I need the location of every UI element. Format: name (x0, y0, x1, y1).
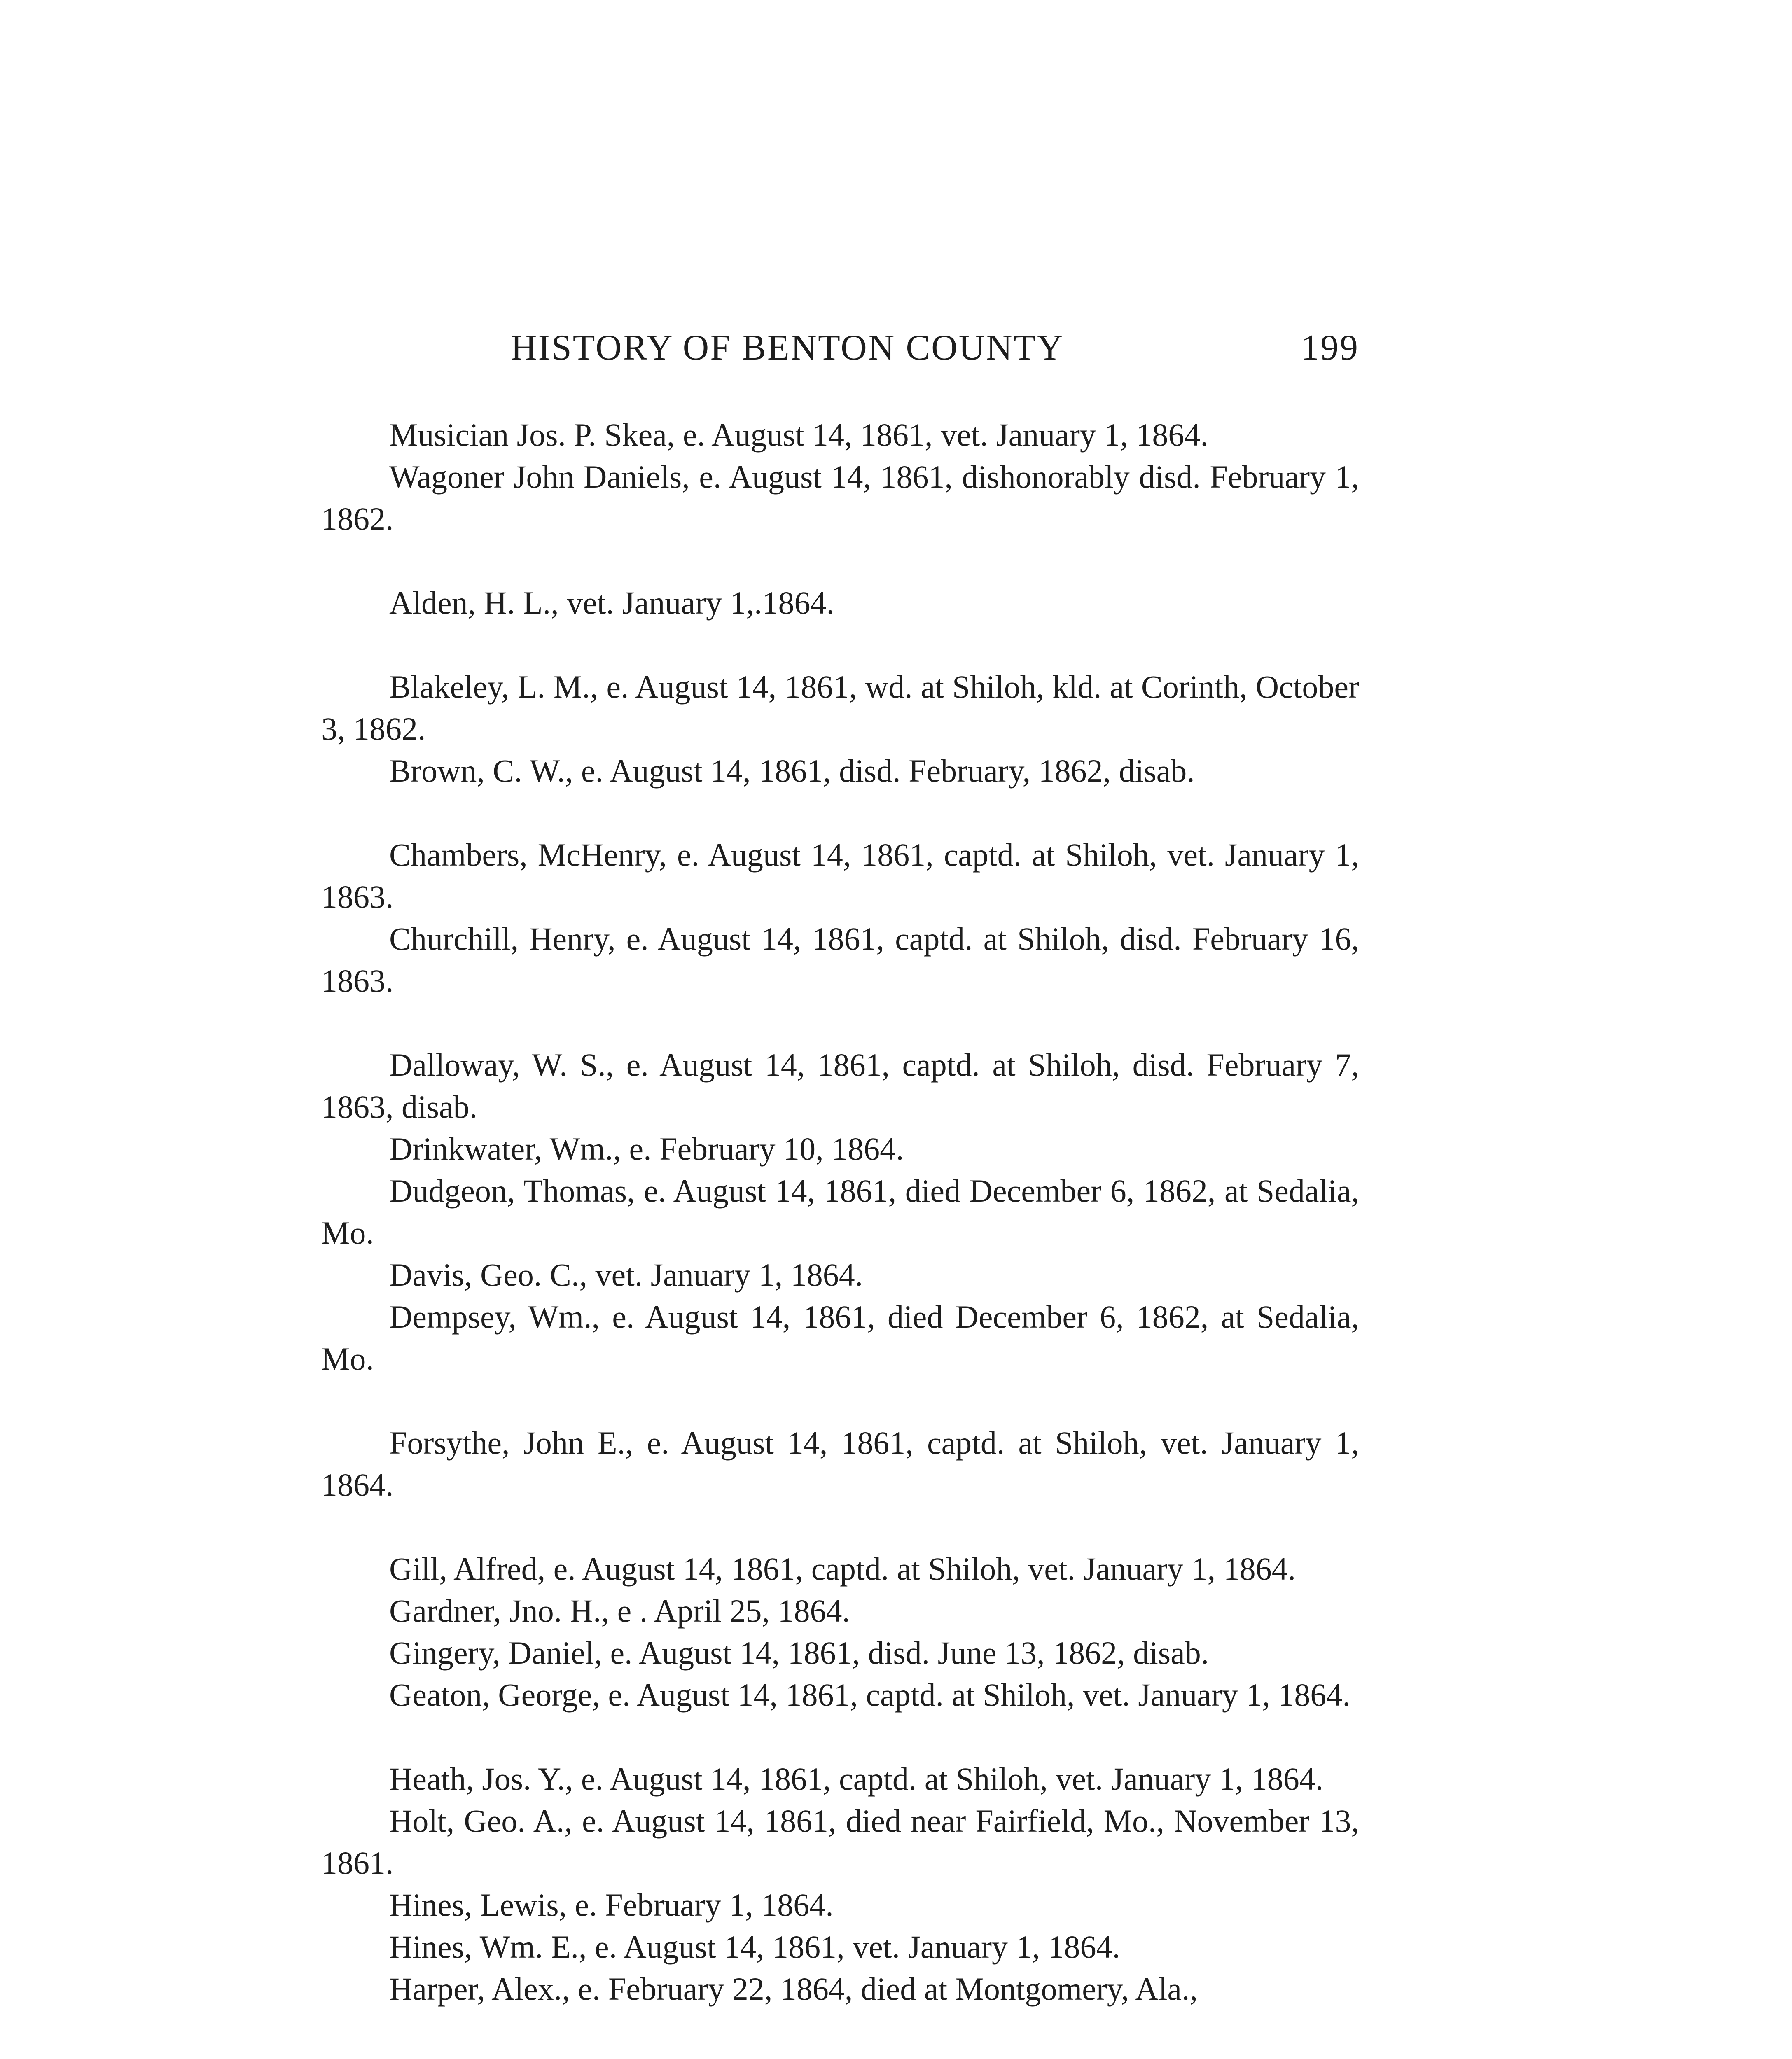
roster-entry-gill: Gill, Alfred, e. August 14, 1861, captd. at Shiloh, vet. January 1, 1864. (389, 1551, 1296, 1587)
running-header (321, 325, 1359, 371)
roster-entry-brown: Brown, C. W., e. August 14, 1861, disd. February, 1862, disab. (389, 753, 1195, 789)
roster-entry-skea: Musician Jos. P. Skea, e. August 14, 1861, vet. January 1, 1864. (389, 417, 1208, 453)
roster-entry-gardner: Gardner, Jno. H., e . April 25, 1864. (389, 1593, 850, 1629)
roster-text (321, 414, 1359, 2010)
roster-entry-davis: Davis, Geo. C., vet. January 1, 1864. (389, 1257, 863, 1293)
roster-entry-forsythe: Forsythe, John E., e. August 14, 1861, captd. at Shiloh, vet. January 1, 1864. (321, 1425, 1359, 1503)
roster-entry-dempsey: Dempsey, Wm., e. August 14, 1861, died December 6, 1862, at Sedalia, Mo. (321, 1299, 1359, 1377)
roster-entry-dalloway: Dalloway, W. S., e. August 14, 1861, captd. at Shiloh, disd. February 7, 1863, disab. (321, 1047, 1359, 1125)
roster-entry-churchill: Churchill, Henry, e. August 14, 1861, captd. at Shiloh, disd. February 16, 1863. (321, 921, 1359, 999)
roster-entry-holt: Holt, Geo. A., e. August 14, 1861, died near Fairfield, Mo., November 13, 1861. (321, 1803, 1359, 1881)
roster-entry-drinkwater: Drinkwater, Wm., e. February 10, 1864. (389, 1131, 904, 1167)
roster-entry-alden: Alden, H. L., vet. January 1,.1864. (389, 585, 834, 621)
roster-entry-daniels: Wagoner John Daniels, e. August 14, 1861, dishonorably disd. February 1, 1862. (321, 459, 1359, 537)
running-title: HISTORY OF BENTON COUNTY (511, 328, 1065, 368)
roster-entry-hines-wm: Hines, Wm. E., e. August 14, 1861, vet. January 1, 1864. (389, 1929, 1121, 1965)
roster-entry-gingery: Gingery, Daniel, e. August 14, 1861, disd. June 13, 1862, disab. (389, 1635, 1209, 1671)
roster-entry-heath: Heath, Jos. Y., e. August 14, 1861, captd. at Shiloh, vet. January 1, 1864. (389, 1761, 1324, 1797)
roster-entry-dudgeon: Dudgeon, Thomas, e. August 14, 1861, died December 6, 1862, at Sedalia, Mo. (321, 1173, 1359, 1251)
roster-entry-harper: Harper, Alex., e. February 22, 1864, died at Montgomery, Ala., (389, 1971, 1198, 2007)
roster-entry-geaton: Geaton, George, e. August 14, 1861, captd. at Shiloh, vet. January 1, 1864. (389, 1677, 1350, 1713)
roster-entry-hines-lewis: Hines, Lewis, e. February 1, 1864. (389, 1887, 834, 1923)
page-number: 199 (1301, 328, 1359, 368)
roster-entry-blakeley: Blakeley, L. M., e. August 14, 1861, wd. at Shiloh, kld. at Corinth, October 3, 1862. (321, 669, 1359, 747)
roster-entry-chambers: Chambers, McHenry, e. August 14, 1861, captd. at Shiloh, vet. January 1, 1863. (321, 837, 1359, 915)
